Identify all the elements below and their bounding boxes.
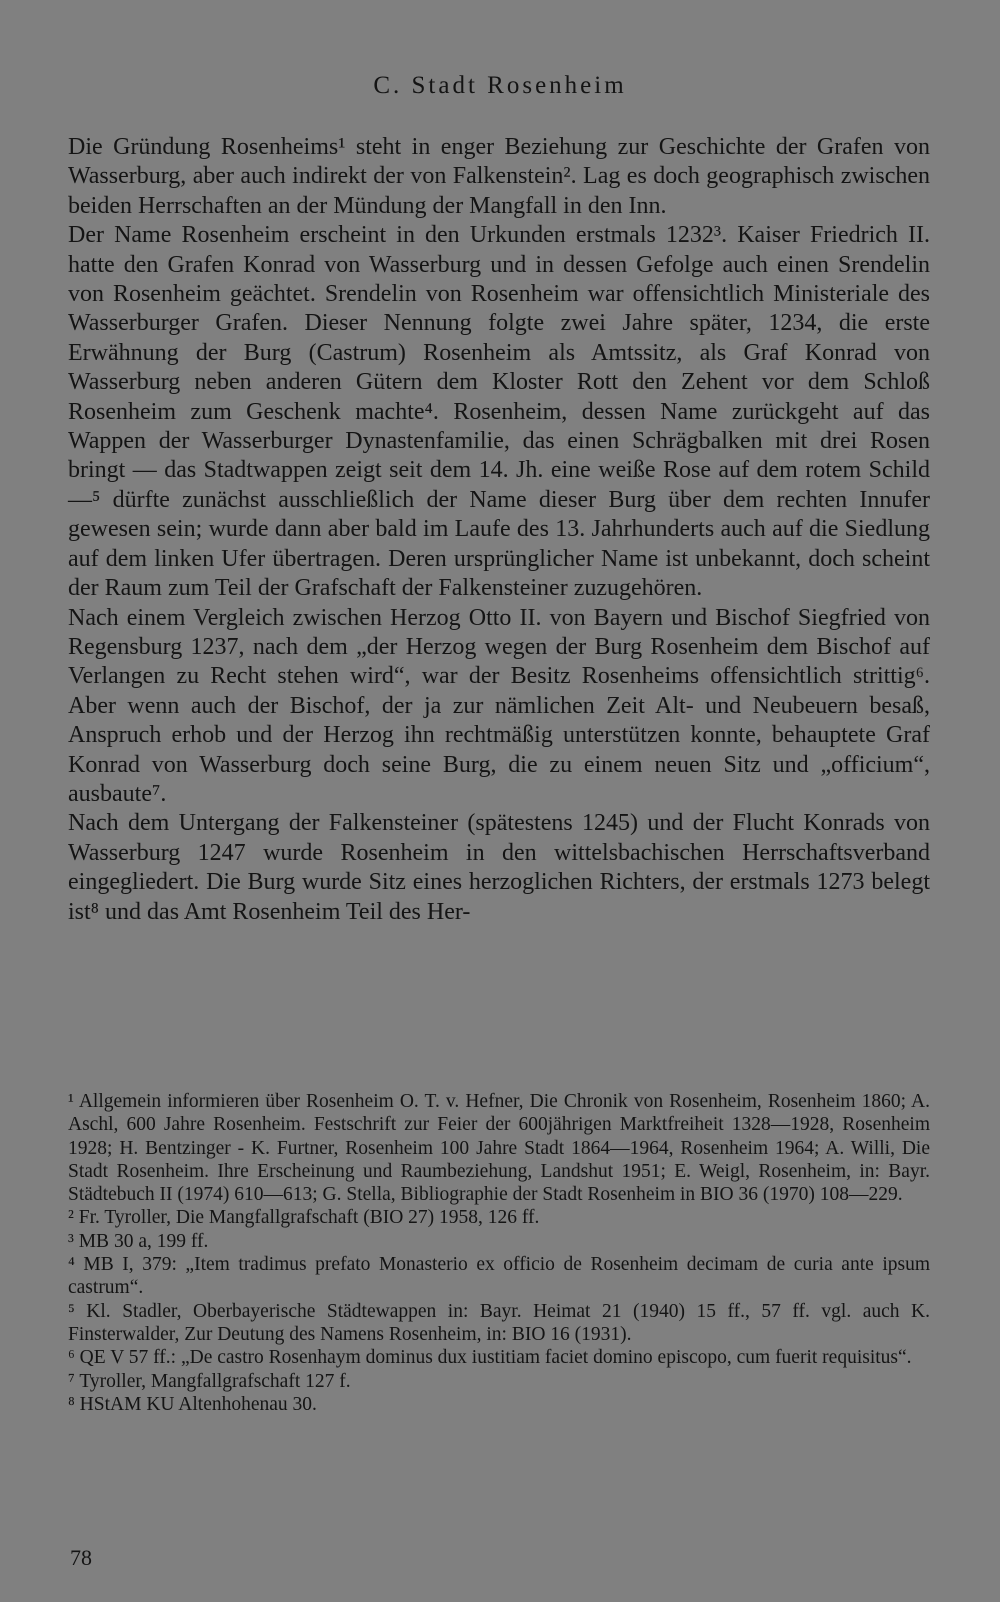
body-text xyxy=(68,133,930,927)
paragraph-2: Der Name Rosenheim erscheint in den Urkunden erstmals 1232³. Kaiser Friedrich II. hatte den Grafen Konrad von Wasserburg und in dessen Gefolge auch einen Srendelin von Rosenheim geächtet. Srendelin von Rosenheim war offensichtlich Ministeriale des Wasserburger Grafen. Dieser Nennung folgte zwei Jahre später, 1234, die erste Erwähnung der Burg (Castrum) Rosenheim als Amtssitz, als Graf Konrad von Wasserburg neben anderen Gütern dem Kloster Rott den Zehent vor dem Schloß Rosenheim zum Geschenk machte⁴. Rosenheim, dessen Name zurückgeht auf das Wappen der Wasserburger Dynastenfamilie, das einen Schrägbalken mit drei Rosen bringt — das Stadtwappen zeigt seit dem 14. Jh. eine weiße Rose auf dem rotem Schild —⁵ dürfte zunächst ausschließlich der Name dieser Burg über dem rechten Innufer gewesen sein; wurde dann aber bald im Laufe des 13. Jahrhunderts auch auf die Siedlung auf dem linken Ufer übertragen. Deren ursprünglicher Name ist unbekannt, doch scheint der Raum zum Teil der Grafschaft der Falkensteiner zuzugehören. xyxy=(68,222,930,602)
footnote-5: ⁵ Kl. Stadler, Oberbayerische Städtewappen in: Bayr. Heimat 21 (1940) 15 ff., 57 ff. vgl. auch K. Finsterwalder, Zur Deutung des Namens Rosenheim, in: BIO 16 (1931). xyxy=(68,1300,930,1345)
paragraph-1: Die Gründung Rosenheims¹ steht in enger Beziehung zur Geschichte der Grafen von Wasserburg, aber auch indirekt der von Falkenstein². Lag es doch geographisch zwischen beiden Herrschaften an der Mündung der Mangfall in den Inn. xyxy=(68,134,930,219)
page-number: 78 xyxy=(70,1545,92,1570)
footnote-4: ⁴ MB I, 379: „Item tradimus prefato Monasterio ex officio de Rosenheim decimam de curia ante ipsum castrum“. xyxy=(68,1254,930,1299)
footnotes xyxy=(68,1090,930,1416)
footnote-7: ⁷ Tyroller, Mangfallgrafschaft 127 f. xyxy=(68,1370,351,1392)
footnote-2: ² Fr. Tyroller, Die Mangfallgrafschaft (BIO 27) 1958, 126 ff. xyxy=(68,1207,540,1229)
paragraph-4: Nach dem Untergang der Falkensteiner (spätestens 1245) und der Flucht Konrads von Wasserburg 1247 wurde Rosenheim in den wittelsbachischen Herrschaftsverband eingegliedert. Die Burg wurde Sitz eines herzoglichen Richters, der erstmals 1273 belegt ist⁸ und das Amt Rosenheim Teil des Her- xyxy=(68,810,930,925)
footnote-3: ³ MB 30 a, 199 ff. xyxy=(68,1230,209,1252)
section-heading: C. Stadt Rosenheim xyxy=(373,72,627,99)
paragraph-3: Nach einem Vergleich zwischen Herzog Otto II. von Bayern und Bischof Siegfried von Regensburg 1237, nach dem „der Herzog wegen der Burg Rosenheim dem Bischof auf Verlangen zu Recht stehen wird“, war der Besitz Rosenheims offensichtlich strittig⁶. Aber wenn auch der Bischof, der ja zur nämlichen Zeit Alt- und Neubeuern besaß, Anspruch erhob und der Herzog ihn rechtmäßig unterstützen konnte, behauptete Graf Konrad von Wasserburg doch seine Burg, die zu einem neuen Sitz und „officium“, ausbaute⁷. xyxy=(68,604,930,807)
footnote-1: ¹ Allgemein informieren über Rosenheim O. T. v. Hefner, Die Chronik von Rosenheim, Rosenheim 1860; A. Aschl, 600 Jahre Rosenheim. Festschrift zur Feier der 600jährigen Marktfreiheit 1328—1928, Rosenheim 1928; H. Bentzinger - K. Furtner, Rosenheim 100 Jahre Stadt 1864—1964, Rosenheim 1964; A. Willi, Die Stadt Rosenheim. Ihre Erscheinung und Raumbeziehung, Landshut 1951; E. Weigl, Rosenheim, in: Bayr. Städtebuch II (1974) 610—613; G. Stella, Bibliographie der Stadt Rosenheim in BIO 36 (1970) 108—229. xyxy=(68,1091,930,1206)
footnote-8: ⁸ HStAM KU Altenhohenau 30. xyxy=(68,1393,317,1415)
footnote-6: ⁶ QE V 57 ff.: „De castro Rosenhaym dominus dux iustitiam faciet domino episcopo, cum fuerit requisitus“. xyxy=(68,1347,912,1369)
